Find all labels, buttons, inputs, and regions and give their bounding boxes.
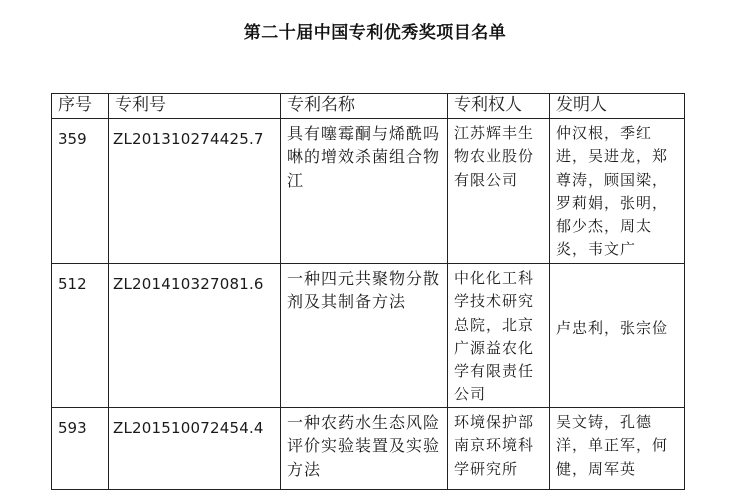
cell-patent-owner: 江苏辉丰生物农业股份有限公司 xyxy=(448,119,550,264)
cell-inventors: 卢忠利，张宗俭 xyxy=(556,319,669,337)
cell-patent-name: 具有噻霉酮与烯酰吗啉的增效杀菌组合物江 xyxy=(281,119,448,264)
cell-inventors: 吴文铸，孔德洋，单正军，何健，周军英 xyxy=(550,408,685,490)
cell-patent-number: ZL201410327081.6 xyxy=(109,264,281,408)
cell-patent-number: ZL201510072454.4 xyxy=(109,408,281,490)
table-header-row xyxy=(52,94,685,119)
header-seq: 序号 xyxy=(52,94,109,119)
header-patent-owner: 专利权人 xyxy=(448,94,550,119)
header-patent-number: 专利号 xyxy=(109,94,281,119)
cell-patent-owner: 环境保护部南京环境科学研究所 xyxy=(448,408,550,490)
patent-award-table xyxy=(51,93,685,490)
header-patent-name: 专利名称 xyxy=(281,94,448,119)
cell-patent-name: 一种农药水生态风险评价实验装置及实验方法 xyxy=(281,408,448,490)
cell-patent-owner: 中化化工科学技术研究总院，北京广源益农化学有限责任公司 xyxy=(448,264,550,408)
cell-inventors: 仲汉根，季红进，吴进龙，郑尊涛，顾国梁，罗莉娟，张明，郁少杰，周太炎，韦文广 xyxy=(550,119,685,264)
cell-patent-name: 一种四元共聚物分散剂及其制备方法 xyxy=(281,264,448,408)
header-inventors: 发明人 xyxy=(550,94,685,119)
cell-seq: 593 xyxy=(52,408,109,490)
cell-patent-number: ZL201310274425.7 xyxy=(109,119,281,264)
table-row xyxy=(52,408,685,490)
page-title: 第二十届中国专利优秀奖项目名单 xyxy=(243,23,507,43)
table-row xyxy=(52,264,685,408)
cell-seq: 359 xyxy=(52,119,109,264)
cell-inventors-wrapper xyxy=(550,264,685,408)
table-row xyxy=(52,119,685,264)
cell-seq: 512 xyxy=(52,264,109,408)
